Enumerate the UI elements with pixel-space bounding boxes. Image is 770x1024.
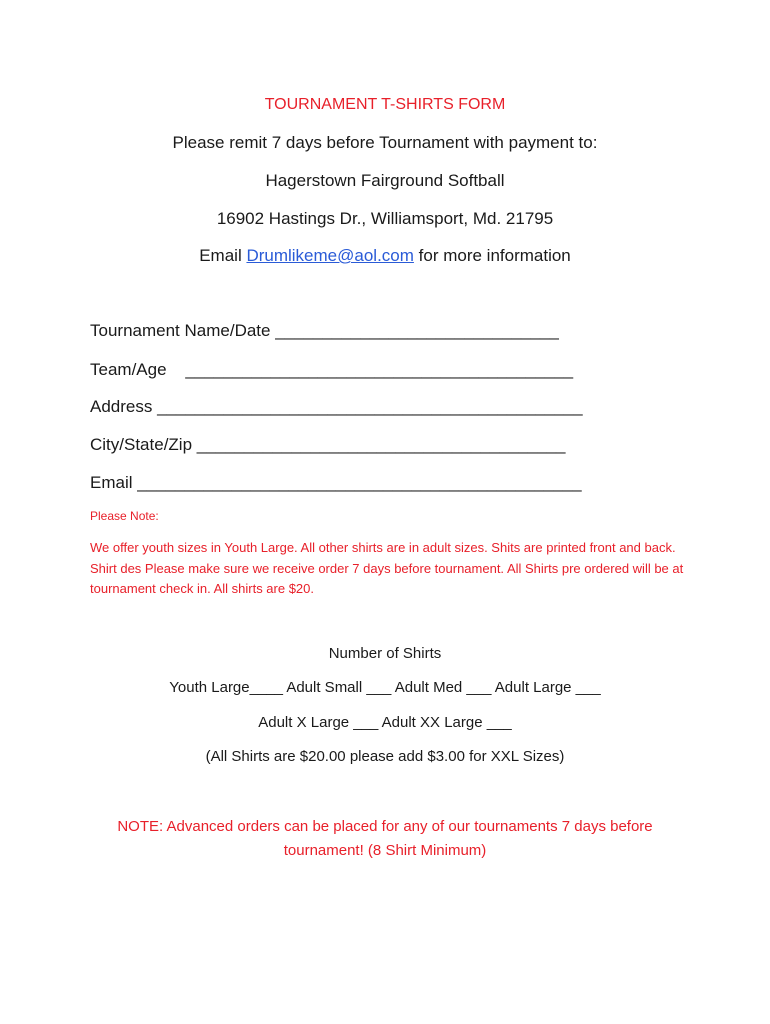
- email-prefix: Email: [199, 246, 247, 265]
- note-body: We offer youth sizes in Youth Large. All other shirts are in adult sizes. Shits are printed front and back. Shirt des Please make sure we receive order 7 days before tournament. All Shirts pre ordered will be at tournament check in. All shirts are $20.: [90, 540, 684, 596]
- address-field[interactable]: Address _____________________________________________: [90, 397, 583, 416]
- shirt-sizes-row-1[interactable]: Youth Large____ Adult Small ___ Adult Med ___ Adult Large ___: [169, 679, 601, 696]
- advanced-order-line-2: tournament! (8 Shirt Minimum): [283, 842, 487, 859]
- contact-email-line: [0, 246, 770, 266]
- email-suffix: for more information: [413, 246, 571, 265]
- pricing-note: (All Shirts are $20.00 please add $3.00 for XXL Sizes): [205, 748, 565, 765]
- shirts-heading: Number of Shirts: [328, 645, 442, 662]
- team-age-field[interactable]: Team/Age _________________________________________: [90, 360, 574, 379]
- email-field[interactable]: Email _______________________________________________: [90, 473, 582, 492]
- form-title: TOURNAMENT T-SHIRTS FORM: [264, 96, 506, 113]
- city-state-zip-field[interactable]: City/State/Zip _______________________________________: [90, 435, 566, 454]
- email-link[interactable]: Drumlikeme@aol.com: [246, 246, 414, 265]
- shirt-sizes-row-2[interactable]: Adult X Large ___ Adult XX Large ___: [258, 714, 512, 731]
- note-label: Please Note:: [90, 509, 159, 523]
- organization-name: Hagerstown Fairground Softball: [265, 171, 505, 190]
- advanced-order-note: [60, 815, 710, 863]
- remit-instruction: Please remit 7 days before Tournament with payment to:: [172, 133, 598, 152]
- tournament-name-date-field[interactable]: Tournament Name/Date ______________________________: [90, 321, 559, 340]
- mailing-address: 16902 Hastings Dr., Williamsport, Md. 21795: [216, 209, 554, 228]
- advanced-order-line-1: NOTE: Advanced orders can be placed for any of our tournaments 7 days before: [117, 818, 653, 835]
